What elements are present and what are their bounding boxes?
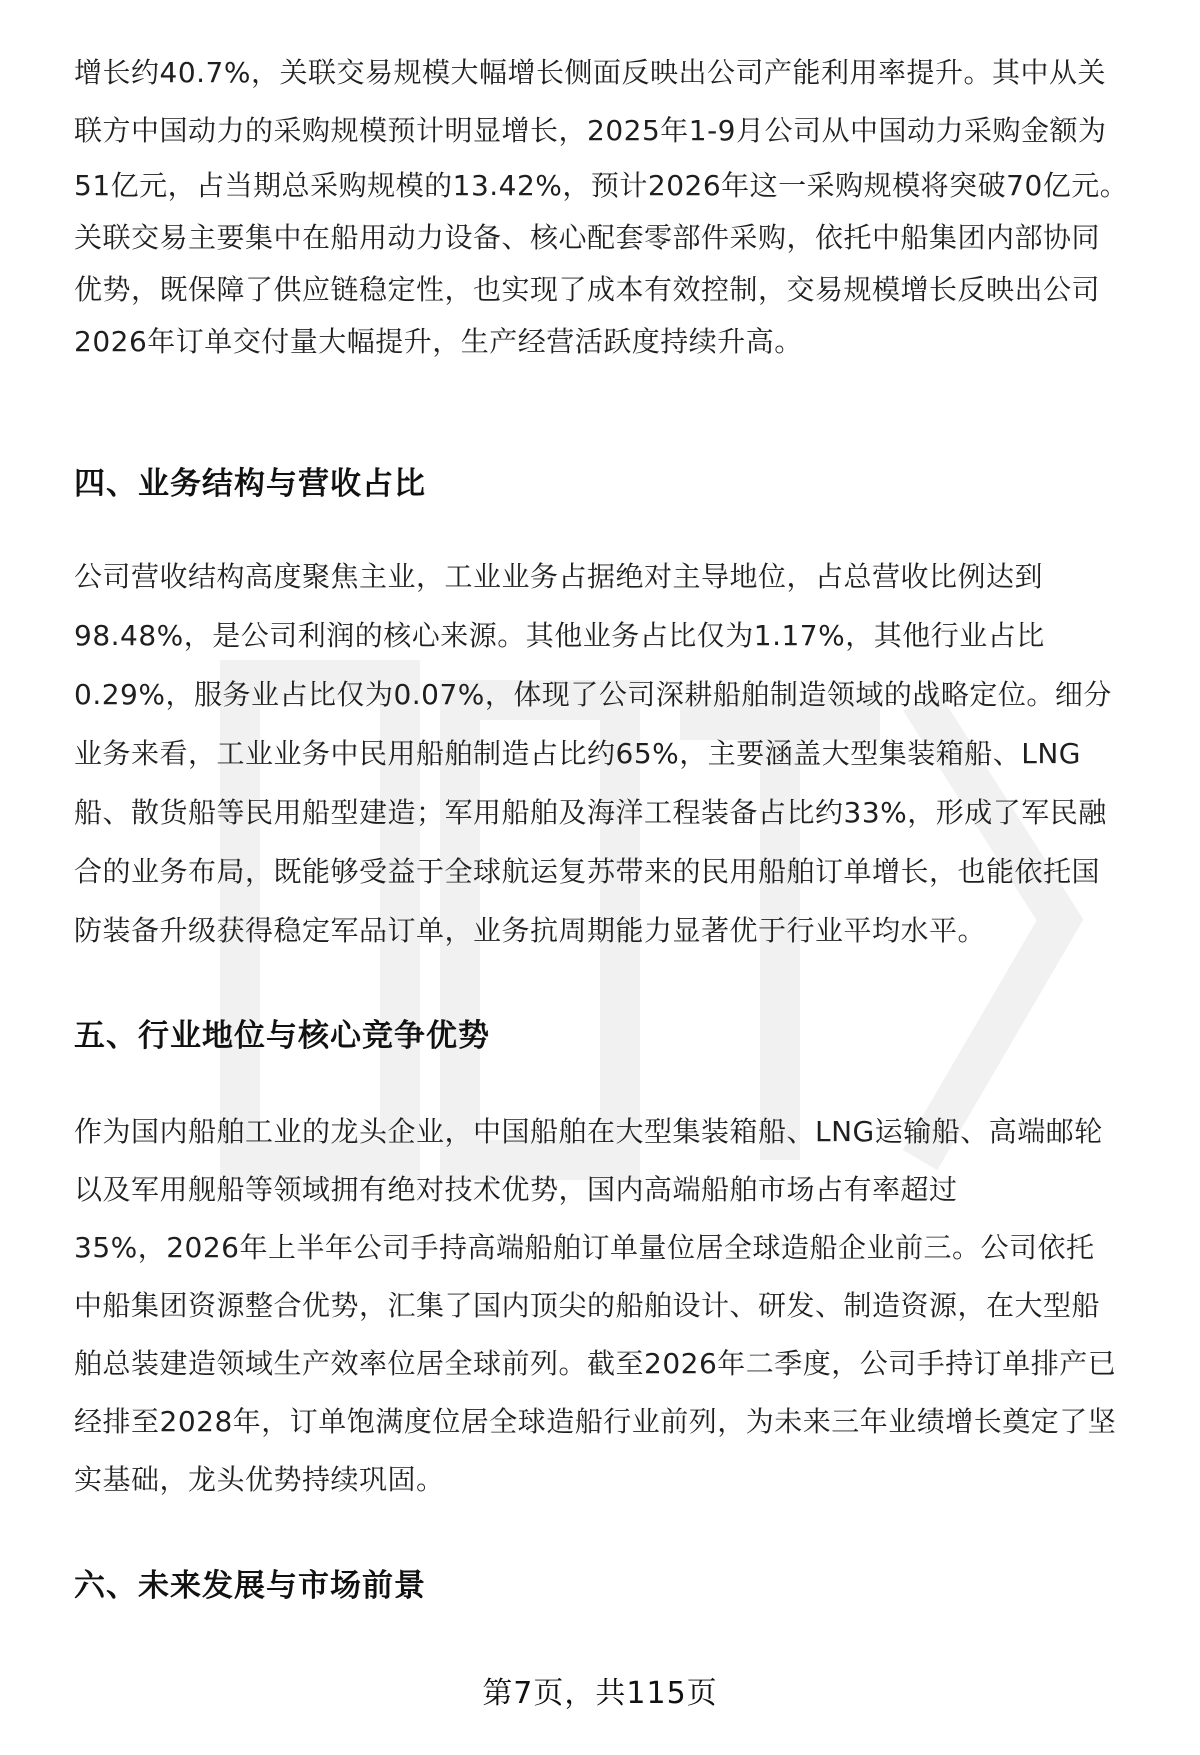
paragraph-line: 中船集团资源整合优势，汇集了国内顶尖的船舶设计、研发、制造资源，在大型船	[74, 1289, 1101, 1322]
paragraph-line: 增长约40.7%，关联交易规模大幅增长侧面反映出公司产能利用率提升。其中从关	[74, 56, 1106, 89]
paragraph-line: 35%，2026年上半年公司手持高端船舶订单量位居全球造船企业前三。公司依托	[74, 1231, 1095, 1264]
paragraph-line: 作为国内船舶工业的龙头企业，中国船舶在大型集装箱船、LNG运输船、高端邮轮	[74, 1115, 1103, 1148]
paragraph-line: 业务来看，工业业务中民用船舶制造占比约65%，主要涵盖大型集装箱船、LNG	[74, 737, 1081, 770]
paragraph-line: 公司营收结构高度聚焦主业，工业业务占据绝对主导地位，占总营收比例达到	[74, 560, 1044, 593]
section-heading: 四、业务结构与营收占比	[74, 466, 426, 502]
paragraph-line: 舶总装建造领域生产效率位居全球前列。截至2026年二季度，公司手持订单排产已	[74, 1347, 1117, 1380]
paragraph-line: 以及军用舰船等领域拥有绝对技术优势，国内高端船舶市场占有率超过	[74, 1173, 958, 1206]
section-heading: 六、未来发展与市场前景	[74, 1568, 426, 1604]
paragraph-line: 经排至2028年，订单饱满度位居全球造船行业前列，为未来三年业绩增长奠定了坚	[74, 1405, 1117, 1438]
paragraph-line: 联方中国动力的采购规模预计明显增长，2025年1-9月公司从中国动力采购金额为	[74, 114, 1107, 147]
paragraph-line: 船、散货船等民用船型建造；军用船舶及海洋工程装备占比约33%，形成了军民融	[74, 796, 1107, 829]
page-number: 第7页，共115页	[482, 1676, 718, 1711]
paragraph-line: 防装备升级获得稳定军品订单，业务抗周期能力显著优于行业平均水平。	[74, 914, 987, 947]
paragraph-line: 合的业务布局，既能够受益于全球航运复苏带来的民用船舶订单增长，也能依托国	[74, 855, 1101, 888]
paragraph-line: 98.48%，是公司利润的核心来源。其他业务占比仅为1.17%，其他行业占比	[74, 619, 1045, 652]
paragraph-line: 2026年订单交付量大幅提升，生产经营活跃度持续升高。	[74, 325, 803, 358]
paragraph-line: 关联交易主要集中在船用动力设备、核心配套零部件采购，依托中船集团内部协同	[74, 221, 1101, 254]
paragraph-line: 51亿元，占当期总采购规模的13.42%，预计2026年这一采购规模将突破70亿元。	[74, 169, 1129, 202]
paragraph-line: 0.29%，服务业占比仅为0.07%，体现了公司深耕船舶制造领域的战略定位。细分	[74, 678, 1112, 711]
paragraph-line: 优势，既保障了供应链稳定性，也实现了成本有效控制，交易规模增长反映出公司	[74, 273, 1101, 306]
paragraph-line: 实基础，龙头优势持续巩固。	[74, 1463, 445, 1496]
section-heading: 五、行业地位与核心竞争优势	[74, 1018, 490, 1054]
